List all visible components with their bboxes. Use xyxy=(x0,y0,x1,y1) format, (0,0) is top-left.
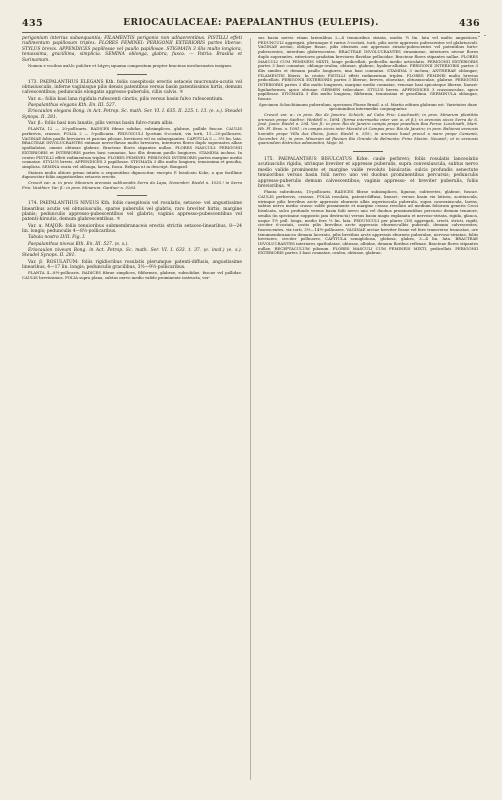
column-gutter xyxy=(250,38,251,780)
paper-speck xyxy=(484,35,486,36)
section-separator xyxy=(117,195,147,196)
left-column-paragraph: 174. PAEPALANTHUS NIVEUS Kth. foliis caespitosis vel rosulatis, setaceo- vel angustissime linearibus acutis vel obtusiusculis, sparse puberulis vel glabris, raro breviter hirtis, margine planis; pedunculis appresso-pubescentibus vel glabris; vaginis appresso-pubescentibus vel patenti-hirsutis, demum glabrescentibus. ♃ xyxy=(22,201,242,223)
left-column-paragraph: Paepalanthus niveus Kth. En. III. 527. (e. s.). xyxy=(28,241,129,247)
left-column-paragraph: Eriocaulon elegans Bong. in Act. Petrop. Sc. math. Ser. VI. I. 635. II. 225. t. 13. (e. s.). Steudel Synops. II. 281. xyxy=(22,109,242,120)
running-title: ERIOCAULACEAE: PAEPALANTHUS (EULEPIS). xyxy=(123,18,379,28)
left-column-paragraph: perigonium interius subaequantia; FILAMENTIS perigonio non adhaerentibus. PISTILLI effeti rudimentum papillosum triplex. FLORES FEMINEI: PERIGONII EXTERIORIS partes liberae. STYLUS brevis. APPENDICES papillosae vel paullo papillosae. STIGMATA 3 illis multo longiora, tenuissima, gracillima, simplicia. SEMINA oblonga, glabra, fusca. — Patria: Brasilia et Surinamum. xyxy=(22,36,242,63)
section-separator xyxy=(117,74,147,75)
left-column-paragraph: Var. α.: foliis basi lana rigidula rufescenti cinctis, pilis versus basin fulvo rufescentium. xyxy=(28,96,224,102)
right-column xyxy=(258,36,478,784)
left-column-paragraph: Var. β. ROSULATUM: foliis rigidioribus rosulatis plerumque patenti-diffusis, angustissime linearibus, 4—17 lin. longis; pedunculis gracilibus, 3½—9½-pollicaribus. xyxy=(22,259,242,271)
right-column-paragraph: Planta subrobusta, 15-pollicaris. RADICES fibrae subsimplices, ligneae, subteretes, glabrae, fuscae. CAULIS perbrevis, crassus. FOLIA rosulata, patenti-diffusa, lineari-, versus basin vix latiora, acutiuscula, utrinque pilis brevibus arcte appressis eburneis albis asperiuscula puberula, supra convexiuscula, laevia, subtus nervo medio crasso valde prominente et margine crasso revoluto ad medium foliorum generis Croci bisulcata, sulco profundo versus basin folii nervo uno vel duobus prominentibus percurso demum tenuiore, senilia (in specimine supposito jam destructa) versus basin magis explanata et nervoso-striata, rigida, glauca, usque 1½ poll. longa, medio fere ½ lin. lata. PEDUNCULI per plures (38) aggregati, crecti, stricti, rigidi, circiter 6-costati, costis pilis brevibus arcte appressis eburneo-albis puberuli, demum calvescentes, fuscescentes, vix torti, 3½—14½-pollicares. VAGINAE arctae breviter fissae vel fere transverso truncatae, ore tenuimembranaceo demum lacerato, pilis brevibus arcte appressis eburneis puberulae, nervoso-striatae, foliis breviores, circiter pollicares. CAPITULA semiglobosa, globosa, glabra, 3—4 lin. lata. BRACTEAE INVOLUCRANTES interiores spathulatae, obtusae, albidae, demum floribus reflexae. Bracteae flores stipantes nullae. RECEPTACULUM pilosum. FLORES MASCULI CUM FEMINEIS MIXTI, pedicellati. PERIGONII EXTERIORIS partes 3 basi connatae, ovalea, obtusae, glabrae, xyxy=(258,189,478,256)
left-column-paragraph: Nomen e vocibus καλλι pulchre et λάχνη squama compositum propter bracteas involucrantes insignes. xyxy=(28,62,233,68)
page-number-right: 436 xyxy=(458,17,480,29)
left-column xyxy=(22,36,242,784)
right-column-paragraph: Crescit var. α.: in prov. Rio de Janeiro: Schüch; ad Cabo Frio: Luschnath; in prov. Minarum plantitiis arenosis prope Saidtre: Weddell n. 1894. (forma intermedia inter var. α. et β.); in arenosis siccis Serra de S. José, Junio: Riedel n. 294. Var. β.: in prov. Rio de Janeiro campis prope praedium Boa Perna: Luschnath, Mart. Hb. Fl. Bras. n. 1081.; in campis siccis inter Macahé et Campos prov. Rio de Janeiro; in prov. Bahiensi arenosis humidis prope Villa dos Ilhéos, Junio: Riedel n. 559.; in arenosis haud procul a mare prope Camamú, Decembri: M.; in prov. Minarum ad fluvium Rio Grande de Belmonte: Prinz Maxim. Neuwid.; et in arenosis quarundam districtus adamantini, Majo: M. xyxy=(258,112,478,146)
left-column-paragraph: Eriocaulon niveum Bong. in Act. Petrop. Sc. math. Ser. VI. I. 633. t. 37. (e. incd.) (e. s.). Steudel Synops. II. 281. xyxy=(22,248,242,259)
section-separator xyxy=(353,151,383,152)
left-column-paragraph: Paepalanthus elegans Kth. En. III. 527. xyxy=(28,103,117,109)
page-number-left: 435 xyxy=(22,17,44,29)
left-column-paragraph: 173. PAEPALANTHUS ELEGANS Kth. foliis caespitosis erectis setaceis mucronato-acutis vel obtusiusculis, inferne vaginisque pilis densis patentibus versus basin patentissimis hirtis, demum calvescentibus; pedunculis elongatis appresso-puberulis, ciliis calvis. ♃ xyxy=(22,79,242,96)
left-column-paragraph: Crescit var. α. in prov. Minarum arenosis subhumidis Serra da Lapa, Novembri: Riedel n. 1035.! in Serra Frio: Vauthier. Var. β.: in prov. Minarum: Gardner n. 5263. xyxy=(22,179,242,190)
right-column-paragraph: Specimen Schuchtianum puberulum, specimen Florae Brasil. a cl. Martio editum glabrum est. Varietates duae speciminibus intermediis conjunguntur. xyxy=(258,101,478,112)
left-column-paragraph: PLANTA 4—8½-pollicaris. RADICES fibrae simplices, filiformes, glabrae, subsolidae, fuscae vel pallidae. CAULIS brevissimus. FOLIA supra plana, subtus nervo medio valido prominente instructa, ver- xyxy=(22,270,242,281)
left-column-paragraph: Tabula nostra LVII. Fig. I. xyxy=(28,235,86,241)
running-header xyxy=(22,14,480,33)
right-column-paragraph: 175. PAEPALANTHUS BISULCATUS Kcke. caule perbrevi; foliis rosulatis lanceolatis acutiusculis rigidis, utrinque breviter et appresse puberulis, supra convexiuscula, subtus nervo medio valide prominente et margine valde revoluto bisulcatis: sulcis profundis senectute tenuioribus versus basin folii nervo uno vel duobus prominentibus percursis; pedunculis appresso-puberulis demum calvescentibus; vaginis appresso- et breviter puberulis, foliis brevioribus. ♃ xyxy=(258,156,478,189)
left-column-paragraph: Statura multo altiore primo intuitu a sequentibus dignoscitur, excepto P. bisulcato Kcke, a quo facillime dignoscitur foliis angustioribus setaceis erectis. xyxy=(22,169,242,180)
left-column-paragraph: Var. β.: foliis basi non lanatis, pilis versus basin fulvo-ruum albis. xyxy=(28,121,174,127)
left-column-paragraph: Var. α. MAJOR: foliis tenuioribus submembranaceis erectis strictis setaceo-linearibus, 8—24 lin. longis; pedunculis 4—8½-pollicaribus. xyxy=(22,223,242,235)
paper-speck xyxy=(478,36,480,37)
left-column-paragraph: PLANTA 12 — 20-pollicaris. RADICES fibrae solidae, subsimplices, glabrae, pallide fuscae. CAULIS perbrevis, crassus. FOLIA 2 — 5-pollicaria. PEDUNCULI lycetum 6-costati, vix torti, 11—20-pollicares. VAGINAE foliis paullo breviores et parcius pilosae, breviores vel ea subaequantes. CAPITULA 5 — 3½ lin. lata. BRACTEAE INVOLUCRANTES extimae nervo-flavae multo breviores, interiores flores duplo superantes albae spathulatae, omnes obtusae glabrae. Bracteae flores stipantes nullae. FLORES MASCULI: PERIGONII EXTERIORIS et INTERIORIS partes basi connatae, hac illis demum paullo longiores. STAMINA inclusa. In centro PISTILLI effeti rudimentum triplex. FLORES FEMINEI: PERIGONII INTERIORIS partes margine medio connatae. STYLUS brevis. APPENDICES 3 papillosae. STIGMATA 3 illis multo longiora, tenuissima et gracilia, simplicia. SEMINA ovata vel oblonga, laevia, fusca. Reliqua ut in descript. Bongard. xyxy=(22,126,242,169)
right-column-paragraph: sus basin nervis etiam lateralibus 2—4 tenuioribus striata, medio ½ lin. lata vel multo angustiora. PEDUNCULI aggregati, plerumque 6 rarius 5-costati, torti, pilis arcte appressis pubescentes vel glabriusculi. VAGINAE arctae, oblique fissae, pilis eburneis aut appressis striato-pubescentes vel patentibus hirto-pubescentes, interdum glabrescentes. BRACTEAE INVOLUCRANTES stramineae, interiores niveae flores duplo superantes, exteriores gradatim breviores flavidae pellucidae. Bracteae flores stipantes nullae. FLORES MASCULI CUM FEMINEIS MIXTI, longe pedicellati, pedicellis medio articulatis. PERIGONII EXTERIORIS partes 3 basi connatae, oblongo-ovalea, obtusae, glabrae, hyalino-albidae. PERIGONII INTERIORIS partes 3 illis similes et demum paullo longiores, ima basi connatae. STAMINA 3 inclusa; ANTHERAE oblongae; FILAMENTIS liberis. In centro PISTILLI effeti rudimentum triplex. FLORES FEMINEI multo brevius pedicellati. PERIGONII EXTERIORIS partes 3 liberae, breves, obovatae, obtusiusculae, glabrae. PERIGONII INTERIORIS partes 3 illis multo longiores, margine medio connatae, venosae basi spicateque liberae, lineari-ligulaeformes, apice obtusae. GERMEN triloculare. STYLUS brevis. APPENDICES 3 crassiusculae, apice papillosae. STIGMATA 3 illis multo longiora, filiformia, tenuissima et gracillima. GERMINULA oblongae, fuscae. xyxy=(258,35,478,102)
